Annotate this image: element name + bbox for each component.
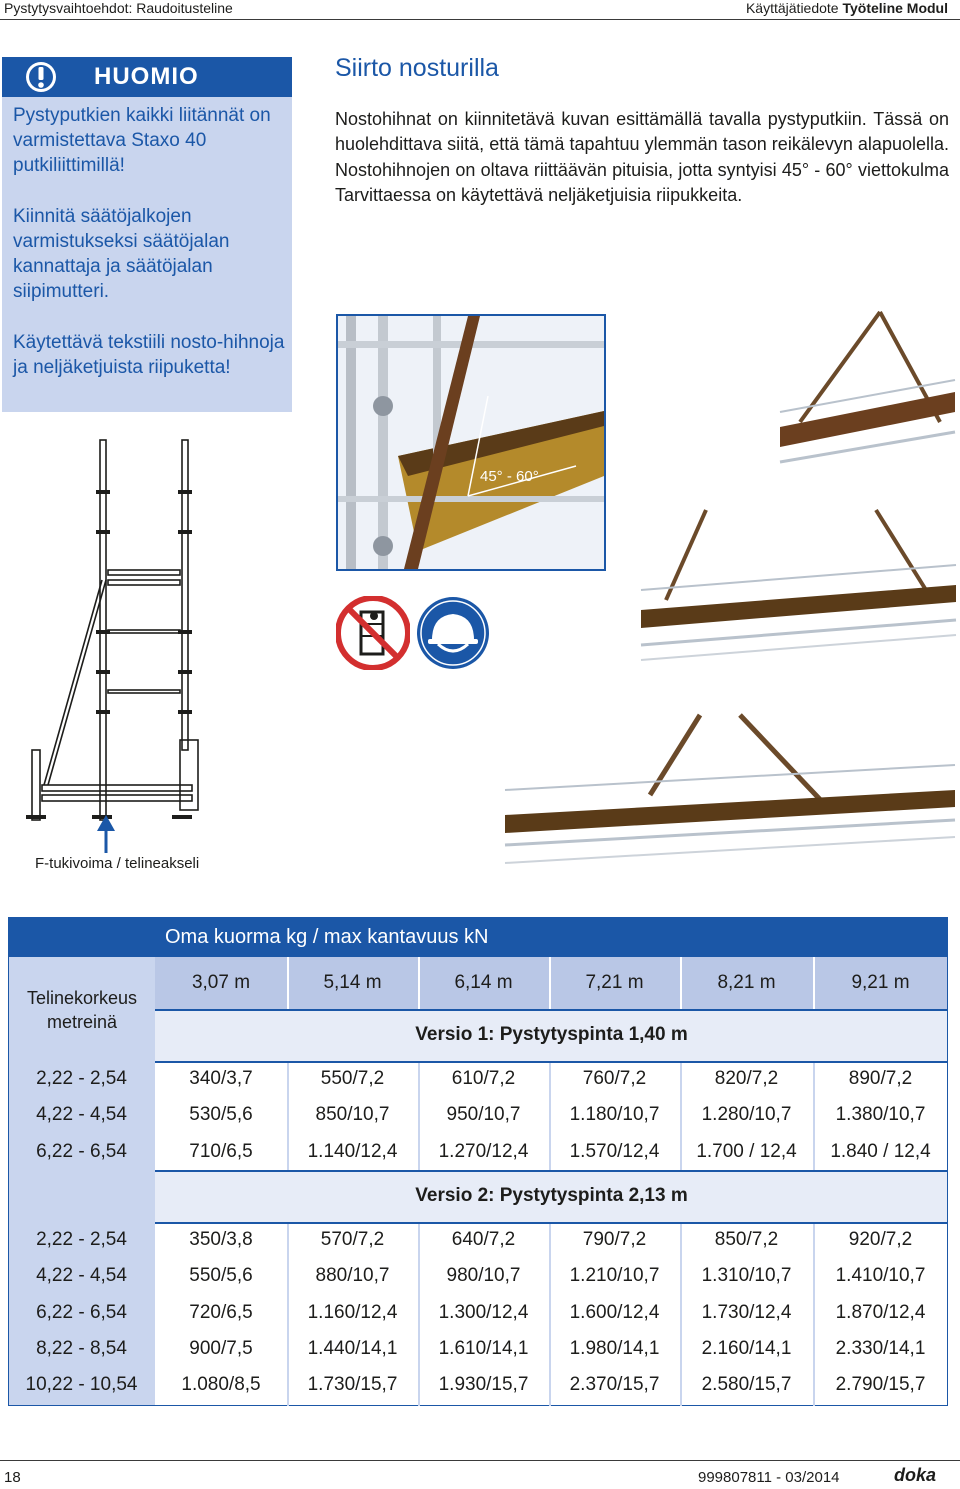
table-row-divider — [155, 1170, 948, 1172]
table-cell: 610/7,2 — [451, 1068, 516, 1089]
table-cell: 1.300/12,4 — [438, 1301, 529, 1323]
table-cell: 1.570/12,4 — [569, 1140, 660, 1162]
table-cell: 1.140/12,4 — [307, 1140, 398, 1162]
table-cell: 710/6,5 — [189, 1140, 253, 1162]
table-row-height: 4,22 - 4,54 — [36, 1265, 127, 1287]
table-cell: 760/7,2 — [582, 1068, 647, 1089]
exclamation-icon — [24, 60, 58, 94]
warning-note — [2, 57, 292, 412]
no-climbing-sign-icon — [336, 596, 410, 670]
table-version1-label: Versio 1: Pystytyspinta 1,40 m — [415, 1024, 688, 1045]
table-cell: 570/7,2 — [320, 1229, 385, 1250]
table-row-height: 8,22 - 8,54 — [36, 1337, 127, 1359]
table-row-height: 2,22 - 2,54 — [36, 1229, 127, 1250]
table-cell: 900/7,5 — [189, 1337, 253, 1359]
table-cell: 1.310/10,7 — [701, 1265, 792, 1287]
header-document-title: Käyttäjätiedote Työteline Modul — [745, 0, 948, 16]
figure-caption: F-tukivoima / telineakseli — [35, 855, 200, 872]
table-cell: 850/7,2 — [714, 1229, 779, 1250]
header-chapter-title: Pystytysvaihtoehdot: Raudoitusteline — [4, 0, 233, 16]
warning-note-header — [2, 57, 292, 97]
helmet-required-sign-icon — [416, 596, 490, 670]
table-cell: 1.840 / 12,4 — [830, 1140, 931, 1162]
warning-note-text-3: Käytettävä tekstiili nosto-hihnoja ja neljäketjuista riipuketta! — [13, 332, 285, 378]
table-cell: 1.380/10,7 — [835, 1104, 926, 1126]
document-code: 999807811 - 03/2014 — [698, 1469, 840, 1486]
table-cell: 550/5,6 — [189, 1265, 253, 1287]
table-cell: 820/7,2 — [714, 1068, 779, 1089]
table-cell: 1.730/15,7 — [307, 1374, 398, 1396]
crane-lifting-detail-photo — [336, 314, 606, 571]
header-divider — [0, 19, 960, 20]
table-version2-label: Versio 2: Pystytyspinta 2,13 m — [415, 1185, 688, 1206]
table-cell: 1.980/14,1 — [569, 1337, 660, 1359]
table-row-height: 6,22 - 6,54 — [36, 1140, 127, 1162]
table-cell: 1.410/10,7 — [835, 1265, 926, 1287]
doka-logo — [894, 1465, 950, 1485]
warning-note-text-1: Pystyputkien kaikki liitännät on varmistettava Staxo 40 putkiliittimillä! — [13, 105, 271, 176]
table-cell: 1.930/15,7 — [438, 1374, 529, 1396]
table-row-divider — [155, 1061, 948, 1063]
section-body: Nostohihnat on kiinnitetävä kuvan esittämällä tavalla pystyputkiin. Tässä on huolehdittava siitä, että tämä tapahtuu ylemmän tason reikälevyn alapuolella. Nostohihnojen on oltava riittäävän pituisia, jotta syntyisi 45° - 60° viettokulma Tarvittaessa on käytettävä neljäketjuisia riipukkeita. — [335, 109, 949, 205]
table-column-header: 9,21 m — [851, 972, 910, 993]
table-cell: 1.730/12,4 — [701, 1301, 792, 1323]
table-cell: 340/3,7 — [189, 1068, 253, 1089]
table-cell: 2.330/14,1 — [835, 1337, 926, 1359]
table-column-header: 3,07 m — [191, 972, 251, 993]
table-row-header: Telinekorkeus metreinä — [26, 988, 138, 1032]
svg-text:doka: doka — [894, 1465, 937, 1485]
table-cell: 1.600/12,4 — [569, 1301, 660, 1323]
table-row-height: 10,22 - 10,54 — [25, 1374, 138, 1396]
table-cell: 1.700 / 12,4 — [696, 1140, 797, 1162]
lifted-scaffold-medium-illustration — [636, 510, 956, 670]
table-cell: 1.610/14,1 — [438, 1337, 529, 1359]
table-column-header: 7,21 m — [585, 972, 644, 993]
table-row-height: 2,22 - 2,54 — [36, 1068, 127, 1089]
footer-divider — [0, 1460, 960, 1461]
table-cell: 1.280/10,7 — [701, 1104, 792, 1126]
angle-label: 45° - 60° — [480, 468, 539, 485]
table-cell: 1.180/10,7 — [569, 1104, 660, 1126]
table-cell: 1.080/8,5 — [181, 1374, 261, 1396]
table-cell: 2.790/15,7 — [835, 1374, 926, 1396]
table-cell: 1.160/12,4 — [307, 1301, 398, 1323]
table-cell: 720/6,5 — [189, 1301, 253, 1323]
table-row-divider — [155, 1222, 948, 1224]
page-number: 18 — [4, 1469, 21, 1486]
table-cell: 530/5,6 — [189, 1104, 253, 1126]
table-cell: 1.870/12,4 — [835, 1301, 926, 1323]
lifted-scaffold-large-illustration — [500, 715, 955, 870]
table-cell: 550/7,2 — [320, 1068, 385, 1089]
table-cell: 980/10,7 — [446, 1265, 521, 1287]
table-column-header: 6,14 m — [454, 972, 513, 993]
table-cell: 850/10,7 — [315, 1104, 390, 1126]
table-column-header: 5,14 m — [323, 972, 382, 993]
table-row-height: 6,22 - 6,54 — [36, 1301, 127, 1323]
table-cell: 2.160/14,1 — [701, 1337, 792, 1359]
lifted-scaffold-small-illustration — [770, 312, 955, 472]
scaffold-frame-drawing — [22, 430, 202, 830]
table-cell: 640/7,2 — [451, 1229, 516, 1250]
table-title: Oma kuorma kg / max kantavuus kN — [165, 926, 489, 948]
table-cell: 1.440/14,1 — [307, 1337, 398, 1359]
section-title: Siirto nosturilla — [335, 54, 499, 82]
warning-note-title: HUOMIO — [94, 63, 199, 90]
table-cell: 350/3,8 — [189, 1229, 253, 1250]
table-cell: 920/7,2 — [848, 1229, 913, 1250]
table-cell: 880/10,7 — [315, 1265, 390, 1287]
arrow-up-icon — [96, 815, 116, 853]
table-row-divider — [155, 1009, 948, 1011]
table-row-height: 4,22 - 4,54 — [36, 1104, 127, 1126]
warning-note-text-2: Kiinnitä säätöjalkojen varmistukseksi säätöjalan kannattaja ja säätöjalan siipimutteri. — [13, 206, 230, 302]
table-cell: 790/7,2 — [582, 1229, 647, 1250]
table-cell: 890/7,2 — [848, 1068, 913, 1089]
table-column-header: 8,21 m — [717, 972, 776, 993]
table-cell: 950/10,7 — [446, 1104, 521, 1126]
table-cell: 2.370/15,7 — [569, 1374, 660, 1396]
table-cell: 1.210/10,7 — [569, 1265, 660, 1287]
table-cell: 2.580/15,7 — [701, 1374, 792, 1396]
table-cell: 1.270/12,4 — [438, 1140, 529, 1162]
